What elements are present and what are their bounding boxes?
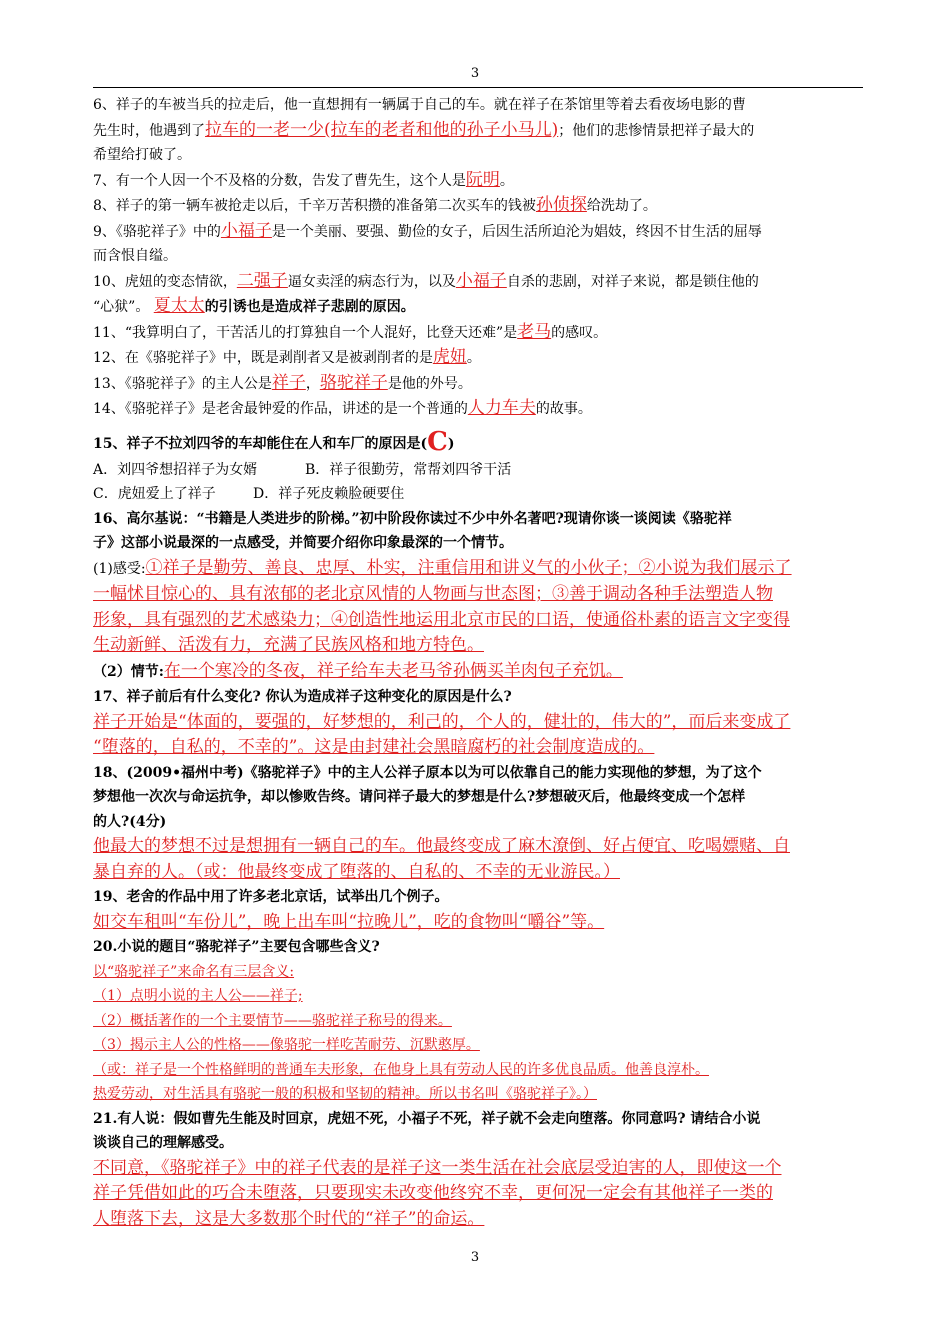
q15-options-row-1	[93, 458, 865, 483]
q15-option-c: C．虎妞爱上了祥子	[93, 486, 216, 502]
q20-answer-1: （1）点明小说的主人公——祥子;	[93, 988, 303, 1004]
q10-answer-3: 夏太太	[153, 296, 205, 316]
q18-question-1: 18、(2009•福州中考)《骆驼祥子》中的主人公祥子原本以为可以依靠自己的能力实现他的梦想，为了这个	[93, 764, 762, 781]
page-number-bottom: 3	[470, 1250, 480, 1265]
q15-option-a: A．刘四爷想招祥子为女婿	[93, 461, 258, 478]
q7-answer: 阮明	[465, 169, 500, 190]
q21-answer-3: 人堕落下去，这是大多数那个时代的“祥子”的命运。	[93, 1208, 485, 1229]
q9-line-1: 9、《骆驼祥子》中的小福子是一个美丽、要强、勤俭的女子，后因生活所迫沦为娼妓，终因不甘生活的屈辱	[93, 220, 762, 241]
q16-feeling-2: 一幅怵目惊心的、具有浓郁的老北京风情的人物画与世态图；③善于调动各种手法塑造人物	[93, 584, 773, 604]
q6-answer: 拉车的一老一少(拉车的老者和他的孙子小马儿)	[205, 119, 559, 140]
q6-line-3: 希望给打破了。	[93, 147, 191, 163]
q17-answer-1: 祥子开始是“体面的，要强的，好梦想的，利己的，个人的，健壮的，伟大的”，而后来变成了	[93, 711, 791, 732]
header-rule	[93, 87, 863, 88]
q12: 12、在《骆驼祥子》中，既是剥削者又是被剥削者的是虎妞。	[93, 347, 481, 367]
q19-question: 19、老舍的作品中用了许多老北京话，试举出几个例子。	[93, 889, 449, 905]
q8: 8、祥子的第一辆车被抢走以后，千辛万苦积攒的准备第二次买车的钱被孙侦探给洗劫了。	[93, 195, 657, 215]
q13-answer-1: 祥子	[271, 372, 306, 393]
q20-answer-2: （2）概括著作的一个主要情节——骆驼祥子称号的得来。	[93, 1012, 452, 1029]
q19-answer: 如交车租叫“车份儿”，晚上出车叫“拉晚儿”，吃的食物叫“嚼谷”等。	[93, 911, 605, 932]
q21-answer-1: 不同意，《骆驼祥子》中的祥子代表的是祥子这一类生活在社会底层受迫害的人，即使这一个	[93, 1157, 782, 1178]
q16-feeling-1: (1)感受:①祥子是勤劳、善良、忠厚、朴实，注重信用和讲义气的小伙子；②小说为我们展示了	[93, 557, 792, 578]
q16-feeling-4: 生动新鲜、活泼有力，充满了民族风格和地方特色。	[93, 635, 484, 655]
q10-line-1: 10、虎妞的变态情欲，二强子逼女卖淫的病态行为，以及小福子自杀的悲剧，对祥子来说，都是锁住他的	[93, 270, 759, 291]
q14: 14、《骆驼祥子》是老舍最钟爱的作品，讲述的是一个普通的人力车夫的故事。	[93, 398, 592, 418]
q18-answer-2: 暴自弃的人。（或：他最终变成了堕落的、自私的、不幸的无业游民。）	[93, 861, 620, 882]
q20-question: 20.小说的题目“骆驼祥子”主要包含哪些含义?	[93, 939, 380, 955]
q7: 7、有一个人因一个不及格的分数，告发了曹先生，这个人是阮明。	[93, 169, 514, 190]
q17-answer-2: “堕落的，自私的，不幸的”。这是由封建社会黑暗腐朽的社会制度造成的。	[93, 737, 655, 757]
q15-options-row-2	[93, 482, 865, 507]
q14-answer: 人力车夫	[467, 398, 536, 418]
q18-question-3: 的人?(4分)	[93, 813, 167, 830]
q20-answer-intro: 以“骆驼祥子”来命名有三层含义:	[93, 963, 295, 980]
q10-line-2: “心狱”。 夏太太的引诱也是造成祥子悲剧的原因。	[93, 296, 415, 316]
q16-question-2: 子》这部小说最深的一点感受，并简要介绍你印象最深的一个情节。	[93, 535, 513, 551]
q9-answer: 小福子	[220, 220, 272, 241]
q13: 13、《骆驼祥子》的主人公是祥子，骆驼祥子是他的外号。	[93, 372, 472, 393]
q15-option-b: B．祥子很勤劳，常帮刘四爷干活	[305, 461, 512, 478]
q10-answer-2: 小福子	[455, 270, 507, 291]
q15-option-d: D．祥子死皮赖脸硬要住	[253, 486, 405, 502]
q17-question: 17、祥子前后有什么变化? 你认为造成祥子这种变化的原因是什么?	[93, 689, 512, 705]
q15-question: 15、祥子不拉刘四爷的车却能住在人和车厂的原因是(C)	[93, 426, 455, 457]
q6-line-2: 先生时，他遇到了拉车的一老一少(拉车的老者和他的孙子小马儿)；他们的悲惨情景把祥子最大的	[93, 119, 755, 140]
page-number-top: 3	[470, 66, 480, 81]
q11-answer: 老马	[517, 321, 552, 342]
q20-answer-4: （或：祥子是一个性格鲜明的普通车夫形象，在他身上具有劳动人民的许多优良品质。他善良淳朴。	[93, 1061, 709, 1078]
q15-answer: C	[427, 426, 448, 457]
q18-question-2: 梦想他一次次与命运抗争，却以惨败告终。请问祥子最大的梦想是什么?梦想破灭后，他最终变成一个怎样	[93, 789, 746, 805]
q10-answer-1: 二强子	[236, 270, 288, 291]
q8-answer: 孙侦探	[535, 195, 587, 215]
q21-question-1: 21.有人说：假如曹先生能及时回京，虎妞不死，小福子不死，祥子就不会走向堕落。你同意吗? 请结合小说	[93, 1110, 761, 1127]
q18-answer-1: 他最大的梦想不过是想拥有一辆自己的车。他最终变成了麻木潦倒、好占便宜、吃喝嫖赌、自	[93, 836, 790, 856]
q13-answer-2: 骆驼祥子	[319, 372, 388, 393]
q9-line-2: 而含恨自缢。	[93, 248, 177, 264]
q16-feeling-3: 形象，具有强烈的艺术感染力；④创造性地运用北京市民的口语，使通俗朴素的语言文字变得	[93, 609, 790, 630]
document-body	[93, 93, 865, 1232]
q21-answer-2: 祥子凭借如此的巧合未堕落，只要现实未改变他终究不幸，更何况一定会有其他祥子一类的	[93, 1183, 773, 1203]
q21-question-2: 谈谈自己的理解感受。	[93, 1135, 233, 1151]
q16-plot: （2）情节:在一个寒冷的冬夜，祥子给车夫老马爷孙俩买羊肉包子充饥。	[93, 660, 623, 681]
q20-answer-3: （3）揭示主人公的性格——像骆驼一样吃苦耐劳、沉默憨厚。	[93, 1037, 480, 1053]
q12-answer: 虎妞	[432, 347, 467, 367]
q20-answer-5: 热爱劳动，对生活具有骆驼一般的积极和坚韧的精神。所以书名叫《骆驼祥子》。）	[93, 1086, 597, 1102]
q11: 11、“我算明白了，干苦活儿的打算独自一个人混好，比登天还难”是老马的感叹。	[93, 321, 608, 342]
q6-line-1: 6、祥子的车被当兵的拉走后，他一直想拥有一辆属于自己的车。就在祥子在茶馆里等着去看夜场电影的曹	[93, 97, 746, 113]
q16-question-1: 16、高尔基说：“书籍是人类进步的阶梯。”初中阶段你读过不少中外名著吧?现请你谈一谈阅读《骆驼祥	[93, 510, 732, 527]
